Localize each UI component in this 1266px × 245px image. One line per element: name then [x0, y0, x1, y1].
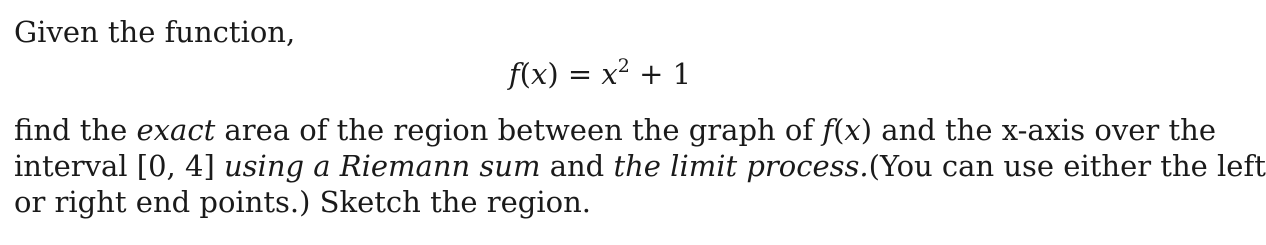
function-equation: [0, 52, 1200, 96]
line2-text-c: (You can use either the left: [868, 149, 1266, 183]
base-variable: x: [601, 57, 618, 91]
line2-emphasis-riemann: using a Riemann sum: [223, 149, 541, 183]
equals-sign: =: [567, 57, 593, 91]
exponent: 2: [617, 55, 630, 77]
problem-body: [14, 112, 1266, 220]
body-line-2: [14, 148, 1266, 184]
function-variable: x: [530, 57, 548, 91]
line1-text-c: ) and the x-axis over the: [860, 113, 1216, 147]
line1-paren-open: (: [833, 113, 845, 147]
constant-term: + 1: [639, 57, 692, 91]
line2-text-a: interval [0, 4]: [14, 149, 224, 183]
line1-variable: x: [844, 113, 861, 147]
paren-open: (: [519, 57, 531, 91]
line2-text-b: and: [540, 149, 614, 183]
intro-text: Given the function,: [14, 15, 296, 49]
paren-close: ): [547, 57, 559, 91]
line1-text-b: area of the region between the graph of: [215, 113, 823, 147]
body-line-3: [14, 184, 1190, 220]
line1-function-name: f: [822, 113, 834, 147]
line1-text-a: find the: [14, 113, 137, 147]
function-name: f: [508, 57, 520, 91]
body-line-1: [14, 112, 1216, 148]
line1-emphasis-exact: exact: [136, 113, 216, 147]
line2-emphasis-limit: the limit process.: [613, 149, 869, 183]
line3-text: or right end points.) Sketch the region.: [14, 185, 591, 219]
